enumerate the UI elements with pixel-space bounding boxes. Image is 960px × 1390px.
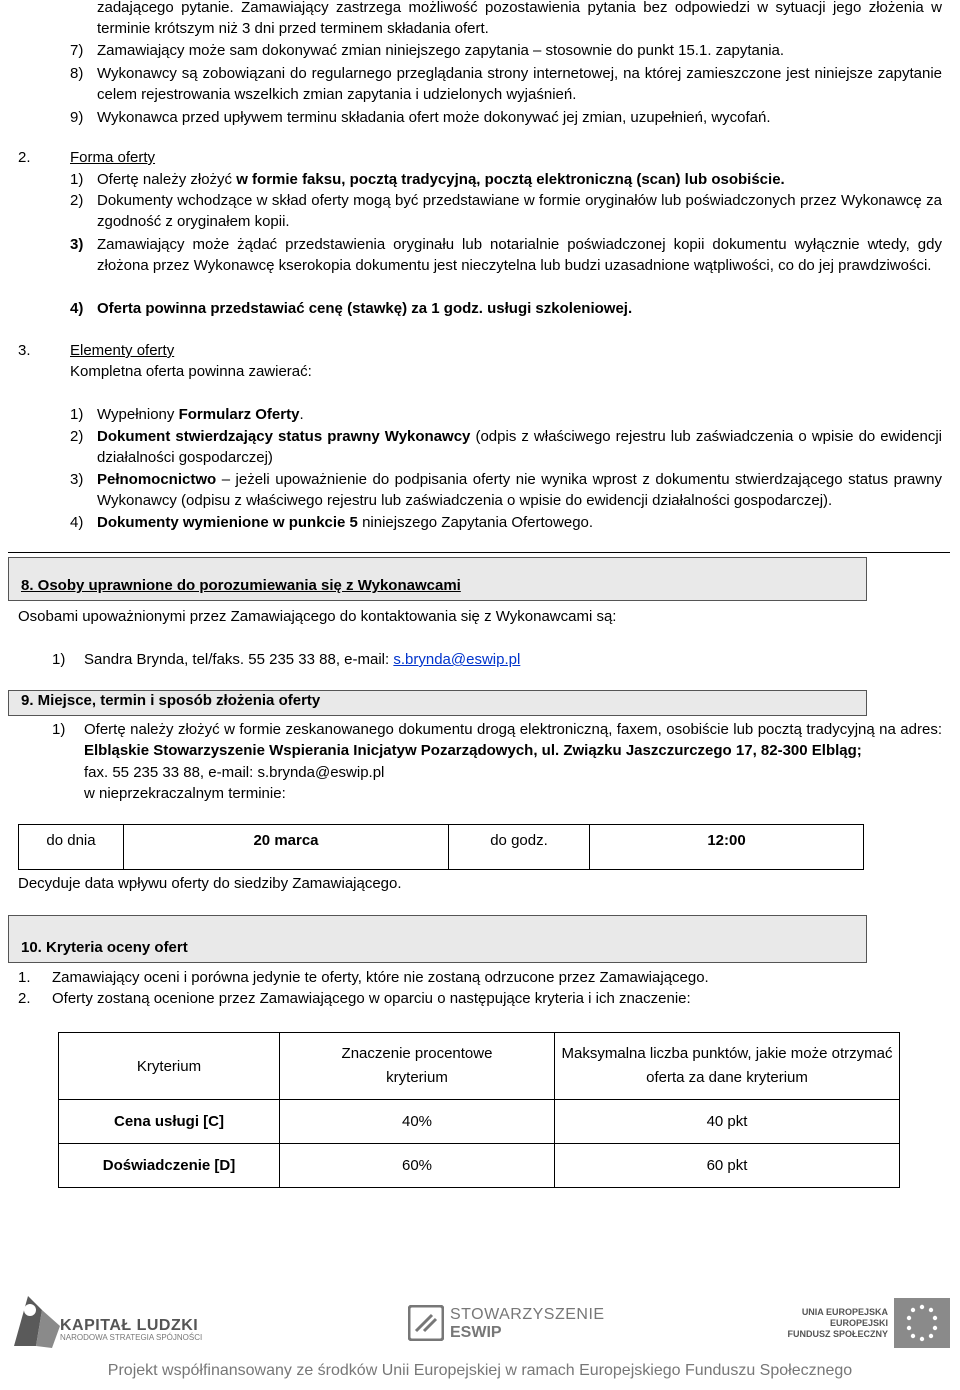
deadline-label-time: do godz. [449,825,590,870]
criteria-table [58,1032,900,1188]
deadline-note: Decyduje data wpływu oferty do siedziby Zamawiającego. [18,875,402,892]
list-number: 1) [52,651,66,668]
header-points: Maksymalna liczba punktów, jakie może otrzymać oferta za dane kryterium [555,1033,900,1100]
list-item: 4) Oferta powinna przedstawiać cenę (stawkę) za 1 godz. usługi szkoleniowej. [70,300,633,317]
deadline-date: 20 marca [124,825,449,870]
deadline-time: 12:00 [590,825,864,870]
header-criterion: Kryterium [59,1033,280,1100]
table-cell: 40% [280,1100,555,1144]
section-intro: Osobami upoważnionymi przez Zamawiającego do kontaktowania się z Wykonawcami są: [18,608,617,625]
eu-text: UNIA EUROPEJSKA EUROPEJSKI FUNDUSZ SPOŁECZNY [787,1307,888,1339]
list-item: 2) Dokument stwierdzający status prawny Wykonawcy (odpis z właściwego rejestru lub zaświadczenia o wpisie do ewidencji działalności gospodarczej) [70,428,943,466]
section-9-header: 9. Miejsce, termin i sposób złożenia oferty [8,690,867,716]
address-text: Ofertę należy złożyć w formie zeskanowanego dokumentu drogą elektroniczną, faxem, osobiście lub pocztą tradycyjną na adres: Elbląskie Stowarzyszenie Wspierania Inicjatyw Pozarządowych, ul. Związku Jaszczurczego 17, 82-300 Elbląg; [84,721,942,759]
table-cell: 60% [280,1144,555,1188]
divider [8,552,950,553]
section-10-header: 10. Kryteria oceny ofert [8,915,867,963]
email-link[interactable]: s.brynda@eswip.pl [393,651,521,668]
list-item: 9) Wykonawca przed upływem terminu składania ofert może dokonywać jej zmian, uzupełnień, wycofań. [70,107,942,128]
kl-subtitle: NARODOWA STRATEGIA SPÓJNOŚCI [60,1333,203,1342]
list-number: 2. [18,990,31,1007]
list-item: 3) Pełnomocnictwo – jeżeli upoważnienie do podpisania oferty nie wynika wprost z dokumentu stwierdzającego status prawny Wykonawcy (odpisu z właściwego rejestru lub zaświadczenia o wpisie do ewidencji działalności gospodarczej). [70,471,942,509]
list-item: 7) Zamawiający może sam dokonywać zmian niniejszego zapytania – stosownie do punkt 15.1. zapytania. [70,40,942,61]
eswip-top: STOWARZYSZENIE [450,1306,605,1323]
eswip-bottom: ESWIP [450,1324,502,1341]
kapital-ludzki-logo-icon [8,1290,68,1352]
footer-caption: Projekt współfinansowany ze środków Unii Europejskiej w ramach Europejskiego Funduszu Społecznego [107,1362,853,1379]
table-cell: 60 pkt [555,1144,900,1188]
table-cell: Doświadczenie [D] [59,1144,280,1188]
deadline-label-date: do dnia [19,825,124,870]
contact-line: Sandra Brynda, tel/faks. 55 235 33 88, e-mail: s.brynda@eswip.pl [84,651,521,668]
item-text: Wykonawcy są zobowiązani do regularnego przeglądania strony internetowej, na której zamieszczone jest niniejsze zapytanie celem rejestrowania wszelkich zmian zapytania i udzielonych wyjaśnień. [97,65,942,103]
section-title: Elementy oferty [70,342,175,359]
list-item: 8) Wykonawcy są zobowiązani do regularnego przeglądania strony internetowej, na której zamieszczone jest niniejsze zapytanie celem rejestrowania wszelkich zmian zapytania i udzielonych wyjaśnień. [70,65,942,103]
list-item: 1) Ofertę należy złożyć w formie faksu, pocztą tradycyjną, pocztą elektroniczną (scan) lub osobiście. [70,171,785,188]
item-text: Zamawiający może sam dokonywać zmian niniejszego zapytania – stosownie do punkt 15.1. zapytania. [97,42,785,59]
header-percent: Znaczenie procentowe kryterium [280,1033,555,1100]
list-item: 2) Dokumenty wchodzące w skład oferty mogą być przedstawiane w formie oryginałów lub poświadczonych przez Wykonawcę za zgodność z oryginałem kopii. [70,192,942,230]
table-cell: Cena usługi [C] [59,1100,280,1144]
kl-title: KAPITAŁ LUDZKI [60,1317,199,1334]
section-intro: Kompletna oferta powinna zawierać: [70,363,312,380]
section-title: Forma oferty [70,149,156,166]
section-number: 3. [18,342,31,359]
list-item: 1) Wypełniony Formularz Oferty. [70,406,304,423]
section-8-header: 8. Osoby uprawnione do porozumiewania się z Wykonawcami [8,557,867,601]
eu-flag-icon [894,1298,950,1348]
item-text: Wykonawca przed upływem terminu składania ofert może dokonywać jej zmian, uzupełnień, wycofań. [97,109,771,126]
table-cell: 40 pkt [555,1100,900,1144]
eswip-logo-icon [408,1305,444,1341]
list-number: 1) [52,721,66,738]
criteria-text: Oferty zostaną ocenione przez Zamawiającego w oparciu o następujące kryteria i ich znaczenie: [52,990,691,1007]
list-item: 4) Dokumenty wymienione w punkcie 5 niniejszego Zapytania Ofertowego. [70,514,594,531]
list-number: 1. [18,969,31,986]
criteria-text: Zamawiający oceni i porówna jedynie te oferty, które nie zostaną odrzucone przez Zamawiającego. [52,969,709,986]
list-item: 3) Zamawiający może żądać przedstawienia oryginału lub notarialnie poświadczonej kopii dokumentu wyłącznie wtedy, gdy złożona przez Wykonawcę kserokopia dokumentu jest nieczytelna lub budzi uzasadnione wątpliwości, co do jej prawdziwości. [70,236,942,274]
deadline-table [18,824,864,870]
section-number: 2. [18,149,31,166]
deadline-label: w nieprzekraczalnym terminie: [84,785,286,802]
continuation-text: zadającego pytanie. Zamawiający zastrzega możliwość pozostawienia pytania bez odpowiedzi w sytuacji jego złożenia w terminie krótszym niż 3 dni przed terminem składania ofert. [97,0,942,37]
fax-line: fax. 55 235 33 88, e-mail: s.brynda@eswip.pl [84,764,385,781]
